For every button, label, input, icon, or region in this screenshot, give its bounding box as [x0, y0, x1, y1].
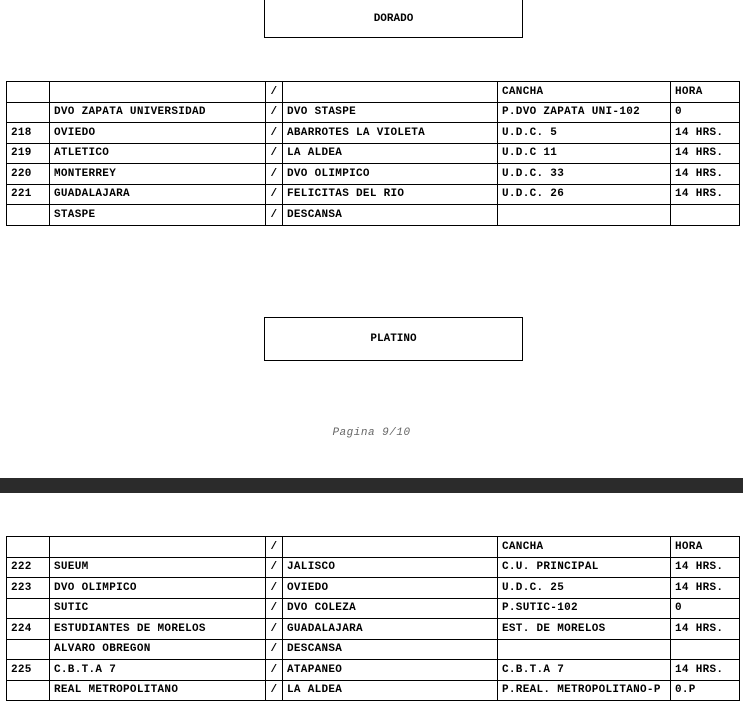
away-team-cell: DVO OLIMPICO — [283, 164, 498, 185]
away-team-cell — [283, 537, 498, 558]
field-cell: U.D.C. 26 — [498, 184, 671, 205]
time-cell: 0 — [671, 598, 740, 619]
table-row — [7, 102, 740, 123]
field-cell: U.D.C 11 — [498, 143, 671, 164]
away-team-cell: DESCANSA — [283, 205, 498, 226]
home-team-cell: SUTIC — [50, 598, 266, 619]
versus-separator-cell: / — [266, 205, 283, 226]
page-separator — [0, 478, 743, 493]
field-cell: U.D.C. 33 — [498, 164, 671, 185]
document-page-10 — [0, 493, 743, 718]
away-team-cell — [283, 82, 498, 103]
time-cell: 14 HRS. — [671, 578, 740, 599]
versus-separator-cell: / — [266, 639, 283, 660]
versus-separator-cell: / — [266, 143, 283, 164]
away-team-cell: JALISCO — [283, 557, 498, 578]
match-number-cell — [7, 598, 50, 619]
match-number-cell — [7, 639, 50, 660]
home-team-cell: ALVARO OBREGON — [50, 639, 266, 660]
away-team-cell: DVO STASPE — [283, 102, 498, 123]
field-cell: U.D.C. 25 — [498, 578, 671, 599]
away-team-cell: DESCANSA — [283, 639, 498, 660]
time-cell: 14 HRS. — [671, 123, 740, 144]
home-team-cell: ESTUDIANTES DE MORELOS — [50, 619, 266, 640]
home-team-cell: GUADALAJARA — [50, 184, 266, 205]
away-team-cell: LA ALDEA — [283, 680, 498, 701]
versus-separator-cell: / — [266, 660, 283, 681]
away-team-cell: ABARROTES LA VIOLETA — [283, 123, 498, 144]
table-row — [7, 680, 740, 701]
page-number: Pagina 9/10 — [332, 427, 411, 439]
field-cell: C.B.T.A 7 — [498, 660, 671, 681]
versus-separator-cell: / — [266, 184, 283, 205]
table-row — [7, 660, 740, 681]
versus-separator-cell: / — [266, 82, 283, 103]
table-row — [7, 164, 740, 185]
match-number-cell — [7, 205, 50, 226]
time-cell: 14 HRS. — [671, 164, 740, 185]
table-row — [7, 619, 740, 640]
away-team-cell: GUADALAJARA — [283, 619, 498, 640]
away-team-cell: FELICITAS DEL RIO — [283, 184, 498, 205]
field-cell — [498, 639, 671, 660]
time-cell: 14 HRS. — [671, 184, 740, 205]
away-team-cell: OVIEDO — [283, 578, 498, 599]
match-number-cell — [7, 537, 50, 558]
versus-separator-cell: / — [266, 164, 283, 185]
table-row — [7, 557, 740, 578]
table-header-row — [7, 82, 740, 103]
home-team-cell — [50, 82, 266, 103]
time-cell: 0.P — [671, 680, 740, 701]
versus-separator-cell: / — [266, 680, 283, 701]
match-number-cell: 224 — [7, 619, 50, 640]
home-team-cell: MONTERREY — [50, 164, 266, 185]
home-team-cell: STASPE — [50, 205, 266, 226]
category-title-dorado: DORADO — [264, 0, 523, 38]
home-team-cell: ATLETICO — [50, 143, 266, 164]
home-team-cell — [50, 537, 266, 558]
field-cell: P.DVO ZAPATA UNI-102 — [498, 102, 671, 123]
match-number-cell: 222 — [7, 557, 50, 578]
time-cell: 14 HRS. — [671, 660, 740, 681]
match-number-cell: 219 — [7, 143, 50, 164]
time-cell: HORA — [671, 82, 740, 103]
field-cell: P.REAL. METROPOLITANO-P — [498, 680, 671, 701]
versus-separator-cell: / — [266, 102, 283, 123]
field-cell — [498, 205, 671, 226]
away-team-cell: DVO COLEZA — [283, 598, 498, 619]
time-cell: 14 HRS. — [671, 619, 740, 640]
home-team-cell: DVO ZAPATA UNIVERSIDAD — [50, 102, 266, 123]
match-number-cell: 223 — [7, 578, 50, 599]
away-team-cell: LA ALDEA — [283, 143, 498, 164]
versus-separator-cell: / — [266, 578, 283, 599]
match-number-cell — [7, 680, 50, 701]
field-cell: C.U. PRINCIPAL — [498, 557, 671, 578]
time-cell — [671, 639, 740, 660]
table-header-row — [7, 537, 740, 558]
versus-separator-cell: / — [266, 557, 283, 578]
versus-separator-cell: / — [266, 598, 283, 619]
field-cell: EST. DE MORELOS — [498, 619, 671, 640]
versus-separator-cell: / — [266, 123, 283, 144]
table-row — [7, 205, 740, 226]
schedule-table-platino — [6, 536, 740, 701]
table-row — [7, 184, 740, 205]
field-cell: CANCHA — [498, 537, 671, 558]
match-number-cell: 221 — [7, 184, 50, 205]
match-number-cell: 218 — [7, 123, 50, 144]
field-cell: U.D.C. 5 — [498, 123, 671, 144]
home-team-cell: C.B.T.A 7 — [50, 660, 266, 681]
field-cell: CANCHA — [498, 82, 671, 103]
field-cell: P.SUTIC-102 — [498, 598, 671, 619]
time-cell — [671, 205, 740, 226]
time-cell: 14 HRS. — [671, 143, 740, 164]
schedule-table-dorado — [6, 81, 740, 226]
time-cell: HORA — [671, 537, 740, 558]
match-number-cell: 225 — [7, 660, 50, 681]
schedule-table-body — [7, 537, 740, 701]
home-team-cell: SUEUM — [50, 557, 266, 578]
table-row — [7, 598, 740, 619]
match-number-cell — [7, 82, 50, 103]
versus-separator-cell: / — [266, 537, 283, 558]
home-team-cell: REAL METROPOLITANO — [50, 680, 266, 701]
schedule-table-body — [7, 82, 740, 226]
time-cell: 0 — [671, 102, 740, 123]
home-team-cell: OVIEDO — [50, 123, 266, 144]
match-number-cell — [7, 102, 50, 123]
match-number-cell: 220 — [7, 164, 50, 185]
home-team-cell: DVO OLIMPICO — [50, 578, 266, 599]
away-team-cell: ATAPANEO — [283, 660, 498, 681]
category-title-platino: PLATINO — [264, 317, 523, 361]
versus-separator-cell: / — [266, 619, 283, 640]
time-cell: 14 HRS. — [671, 557, 740, 578]
table-row — [7, 143, 740, 164]
table-row — [7, 578, 740, 599]
table-row — [7, 123, 740, 144]
table-row — [7, 639, 740, 660]
